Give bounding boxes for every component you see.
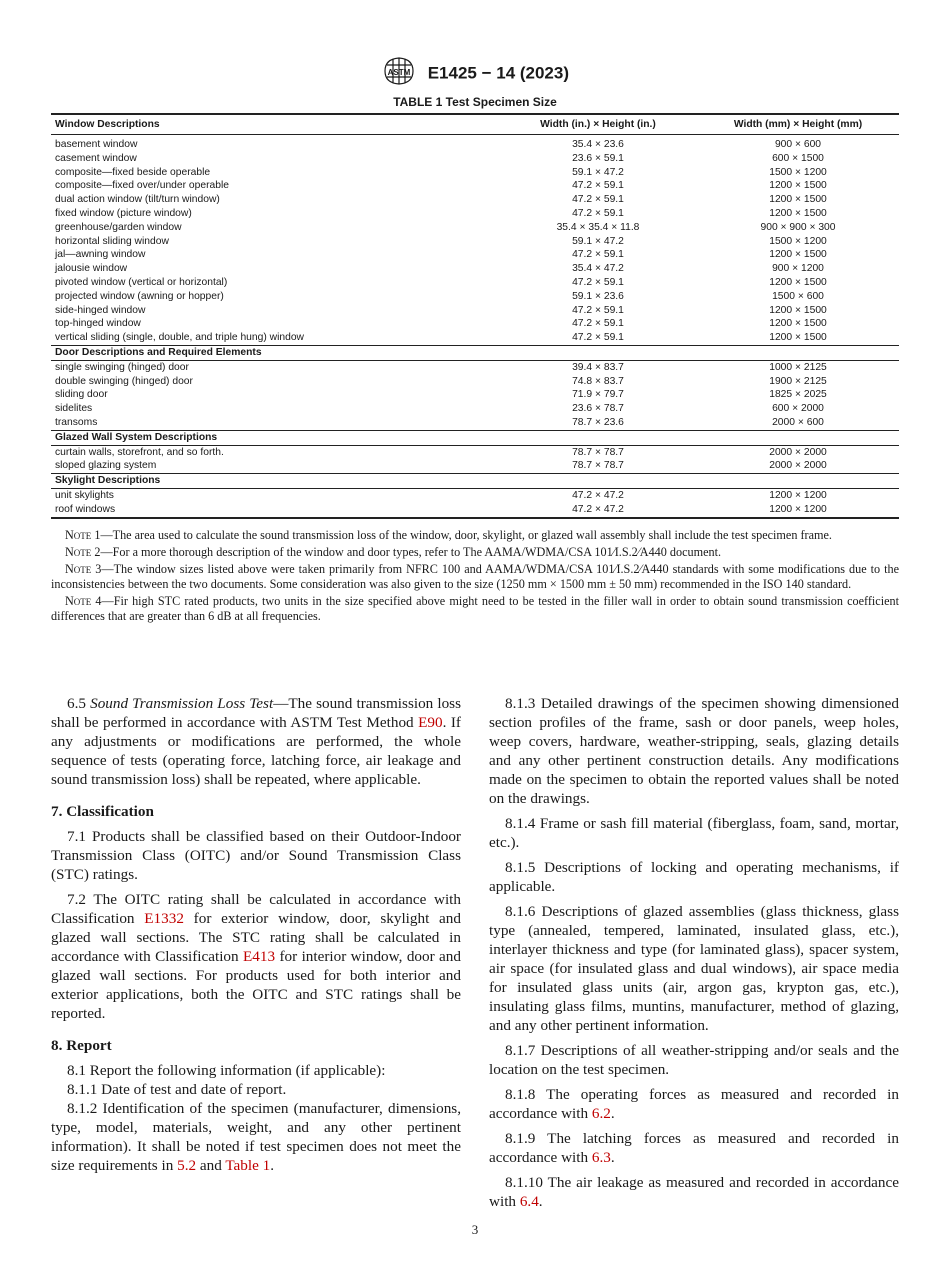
table-row xyxy=(51,503,899,518)
cell-inches: 47.2 × 47.2 xyxy=(499,503,697,518)
link-e90[interactable]: E90 xyxy=(418,714,443,731)
note-2: Note 2—For a more thorough description of the window and door types, refer to The AAMA/WDMA/CSA 101⁄I.S.2⁄A440 document. xyxy=(65,545,722,559)
cell-description: horizontal sliding window xyxy=(55,235,169,247)
cell-inches: 74.8 × 83.7 xyxy=(572,375,624,387)
cell-inches: 47.2 × 59.1 xyxy=(572,332,624,344)
cell-description: composite—fixed over/under operable xyxy=(55,180,230,192)
section-heading-classification: 7. Classification xyxy=(51,803,154,820)
paragraph-8-1-2: 8.1.2 Identification of the specimen (manufacturer, dimensions, type, model, materials, weight, and any other pertinent information). It shall be noted if test specimen does not meet the size requirements in 5.2 and Table 1. xyxy=(51,1100,461,1174)
column-header-description: Window Descriptions xyxy=(51,114,499,135)
table-section-heading xyxy=(51,345,899,360)
cell-inches: 39.4 × 83.7 xyxy=(572,361,624,373)
cell-inches: 59.1 × 47.2 xyxy=(572,235,624,247)
cell-mm: 1200 × 1500 xyxy=(769,318,827,330)
table-row xyxy=(51,388,899,402)
link-e1332[interactable]: E1332 xyxy=(144,910,184,927)
cell-description: composite—fixed beside operable xyxy=(55,166,211,178)
cell-description: double swinging (hinged) door xyxy=(55,375,193,387)
cell-inches: 59.1 × 23.6 xyxy=(572,290,624,302)
cell-inches: 35.4 × 23.6 xyxy=(572,139,624,150)
table-row xyxy=(51,488,899,502)
cell-description: vertical sliding (single, double, and triple hung) window xyxy=(55,332,304,344)
table-row xyxy=(51,166,899,180)
paragraph-8-1-6: 8.1.6 Descriptions of glazed assemblies (glass thickness, glass type (annealed, tempered, laminated, insulated glass, etc.), interlayer thickness and type (for laminated glass), spacer system, air space (for insulated glass and dual windows), air space media for insulated glass units (air, argon gas, krypton gas, etc.), insulating glass films, muntins, manufacturer, method of glazing, and any other pertinent information. xyxy=(489,903,899,1034)
paragraph-8-1: 8.1 Report the following information (if applicable): xyxy=(67,1062,386,1079)
astm-logo-icon xyxy=(381,56,417,91)
cell-inches: 78.7 × 78.7 xyxy=(572,460,624,472)
table-row xyxy=(51,207,899,221)
note-1: Note 1—The area used to calculate the sound transmission loss of the window, door, skylight, or glazed wall assembly shall include the test specimen frame. xyxy=(65,528,832,542)
cell-description: curtain walls, storefront, and so forth. xyxy=(55,446,224,458)
paragraph-8-1-8: 8.1.8 The operating forces as measured and recorded in accordance with 6.2. xyxy=(489,1086,899,1122)
cell-inches: 78.7 × 23.6 xyxy=(572,416,624,428)
cell-inches: 47.2 × 59.1 xyxy=(572,194,624,206)
cell-mm: 1000 × 2125 xyxy=(769,361,827,373)
cell-mm: 900 × 1200 xyxy=(772,263,824,275)
test-specimen-size-table xyxy=(51,113,899,519)
cell-mm: 1200 × 1200 xyxy=(769,489,827,501)
column-header-inches: Width (in.) × Height (in.) xyxy=(499,114,697,135)
cell-inches: 78.7 × 78.7 xyxy=(572,446,624,458)
cell-description: basement window xyxy=(55,139,138,150)
cell-description: side-hinged window xyxy=(55,304,146,316)
cell-mm: 1500 × 1200 xyxy=(769,166,827,178)
cell-mm: 2000 × 600 xyxy=(772,416,824,428)
cell-description: greenhouse/garden window xyxy=(55,221,182,233)
link-6-3[interactable]: 6.3 xyxy=(591,1149,611,1166)
cell-description: projected window (awning or hopper) xyxy=(55,290,224,302)
cell-mm: 1200 × 1500 xyxy=(769,180,827,192)
note-3: Note 3—The window sizes listed above were taken primarily from NFRC 100 and AAMA/WDMA/CSA 101⁄I.S.2⁄A440 standards with some modifications due to the inconsistencies between the two documents. Some consideration was also given to the size (1250 mm × 1500 mm ± 50 mm) recommended in the ISO 140 standard. xyxy=(51,562,899,591)
cell-mm: 1200 × 1500 xyxy=(769,249,827,261)
paragraph-7-2: 7.2 The OITC rating shall be calculated in accordance with Classification E1332 for exterior window, door, skylight and glazed wall sections. The STC rating shall be calculated in accordance with Classification E413 for interior window, door and glazed wall sections. For products used for both interior and exterior applications, both the OITC and STC ratings shall be reported. xyxy=(51,891,461,1022)
table-row xyxy=(51,317,899,331)
cell-mm: 900 × 600 xyxy=(774,139,822,150)
cell-mm: 1900 × 2125 xyxy=(769,375,827,387)
standard-designation: E1425 − 14 (2023) xyxy=(427,63,570,83)
cell-mm: 600 × 2000 xyxy=(772,403,824,415)
table-row xyxy=(51,360,899,374)
paragraph-8-1-7: 8.1.7 Descriptions of all weather-stripping and/or seals and the location on the test specimen. xyxy=(489,1042,899,1078)
cell-description: unit skylights xyxy=(55,489,114,501)
table-row xyxy=(51,235,899,249)
cell-inches: 23.6 × 78.7 xyxy=(572,403,624,415)
cell-description: single swinging (hinged) door xyxy=(55,361,189,373)
table-row xyxy=(51,221,899,235)
cell-description: casement window xyxy=(55,152,137,164)
page-header xyxy=(0,56,950,91)
cell-inches: 47.2 × 59.1 xyxy=(572,249,624,261)
cell-mm: 1200 × 1500 xyxy=(769,276,827,288)
table-section-heading xyxy=(51,474,899,489)
link-6-4[interactable]: 6.4 xyxy=(519,1193,539,1210)
cell-description: jal—awning window xyxy=(55,249,146,261)
cell-description: sidelites xyxy=(55,403,93,415)
paragraph-6-5: 6.5 Sound Transmission Loss Test—The sound transmission loss shall be performed in accordance with ASTM Test Method E90. If any adjustments or modifications are performed, the whole sequence of tests (operating force, latching force, air leakage and sound transmission loss) shall be repeated, where applicable. xyxy=(51,695,461,788)
link-6-2[interactable]: 6.2 xyxy=(591,1105,611,1122)
cell-description: transoms xyxy=(55,416,98,428)
link-table-1[interactable]: Table 1 xyxy=(225,1157,271,1174)
section-heading-report: 8. Report xyxy=(51,1037,112,1054)
table-row xyxy=(51,402,899,416)
cell-description: pivoted window (vertical or horizontal) xyxy=(55,276,228,288)
section-heading-cell: Glazed Wall System Descriptions xyxy=(51,430,899,445)
cell-inches: 47.2 × 59.1 xyxy=(572,304,624,316)
cell-inches: 35.4 × 47.2 xyxy=(572,263,624,275)
note-4: Note 4—Fir high STC rated products, two units in the size specified above might need to be tested in the filler wall in order to obtain sound transmission coefficient differences that are greater than 6 dB at all frequencies. xyxy=(51,594,899,623)
table-row xyxy=(51,248,899,262)
cell-inches: 47.2 × 59.1 xyxy=(572,318,624,330)
cell-mm: 1500 × 600 xyxy=(772,290,824,302)
paragraph-8-1-4: 8.1.4 Frame or sash fill material (fiberglass, foam, sand, mortar, etc.). xyxy=(489,815,899,851)
table-caption: TABLE 1 Test Specimen Size xyxy=(393,95,557,109)
cell-inches: 47.2 × 47.2 xyxy=(572,489,624,501)
cell-description: jalousie window xyxy=(55,263,128,275)
cell-inches: 47.2 × 59.1 xyxy=(572,180,624,192)
cell-mm: 600 × 1500 xyxy=(772,152,824,164)
table-row xyxy=(51,276,899,290)
column-header-mm: Width (mm) × Height (mm) xyxy=(697,114,899,135)
table-row xyxy=(51,459,899,473)
paragraph-7-1: 7.1 Products shall be classified based on their Outdoor-Indoor Transmission Class (OITC) and/or Sound Transmission Class (STC) ratings. xyxy=(51,828,461,883)
section-heading-cell: Skylight Descriptions xyxy=(51,474,899,489)
cell-mm: 900 × 900 × 300 xyxy=(760,221,836,233)
right-column xyxy=(489,694,899,1217)
cell-description: top-hinged window xyxy=(55,318,141,330)
table-section-heading xyxy=(51,430,899,445)
paragraph-8-1-10: 8.1.10 The air leakage as measured and recorded in accordance with 6.4. xyxy=(489,1174,899,1210)
page-number: 3 xyxy=(471,1222,479,1237)
cell-mm: 1825 × 2025 xyxy=(769,389,827,401)
cell-inches: 23.6 × 59.1 xyxy=(572,152,624,164)
table-row xyxy=(51,416,899,430)
table-row xyxy=(51,445,899,459)
cell-mm: 1200 × 1200 xyxy=(697,503,899,518)
left-column xyxy=(51,694,461,1181)
link-5-2[interactable]: 5.2 xyxy=(177,1157,197,1174)
cell-inches: 47.2 × 59.1 xyxy=(572,276,624,288)
cell-description: sloped glazing system xyxy=(55,460,157,472)
cell-description: sliding door xyxy=(55,389,108,401)
cell-mm: 1500 × 1200 xyxy=(769,235,827,247)
cell-mm: 2000 × 2000 xyxy=(769,460,827,472)
table-row xyxy=(51,304,899,318)
paragraph-8-1-3: 8.1.3 Detailed drawings of the specimen showing dimensioned section profiles of the frame, sash or door panels, weep holes, weep covers, hardware, weather-stripping, seals, glazing details and any other pertinent construction details. Any modifications made on the specimen to obtain the reported values shall be noted on the drawings. xyxy=(489,695,899,807)
cell-inches: 59.1 × 47.2 xyxy=(572,166,624,178)
cell-mm: 1200 × 1500 xyxy=(769,332,827,344)
table-row xyxy=(51,262,899,276)
table-row xyxy=(51,179,899,193)
table-notes xyxy=(51,528,899,626)
cell-mm: 2000 × 2000 xyxy=(769,446,827,458)
logo-text: ASTM xyxy=(387,68,411,77)
cell-description: fixed window (picture window) xyxy=(55,207,192,219)
table-row xyxy=(51,152,899,166)
cell-description: dual action window (tilt/turn window) xyxy=(55,194,220,206)
table-row xyxy=(51,331,899,345)
cell-mm: 1200 × 1500 xyxy=(769,207,827,219)
cell-inches: 71.9 × 79.7 xyxy=(572,389,624,401)
paragraph-8-1-9: 8.1.9 The latching forces as measured and recorded in accordance with 6.3. xyxy=(489,1130,899,1166)
cell-mm: 1200 × 1500 xyxy=(769,304,827,316)
cell-inches: 47.2 × 59.1 xyxy=(572,207,624,219)
section-heading-cell: Door Descriptions and Required Elements xyxy=(51,345,899,360)
table-row xyxy=(51,290,899,304)
cell-mm: 1200 × 1500 xyxy=(769,194,827,206)
paragraph-8-1-1: 8.1.1 Date of test and date of report. xyxy=(67,1081,287,1098)
paragraph-8-1-5: 8.1.5 Descriptions of locking and operating mechanisms, if applicable. xyxy=(489,859,899,895)
cell-inches: 35.4 × 35.4 × 11.8 xyxy=(556,221,640,233)
link-e413[interactable]: E413 xyxy=(243,948,276,965)
table-row xyxy=(51,375,899,389)
cell-description: roof windows xyxy=(51,503,499,518)
table-row xyxy=(51,193,899,207)
table-row xyxy=(51,135,899,152)
